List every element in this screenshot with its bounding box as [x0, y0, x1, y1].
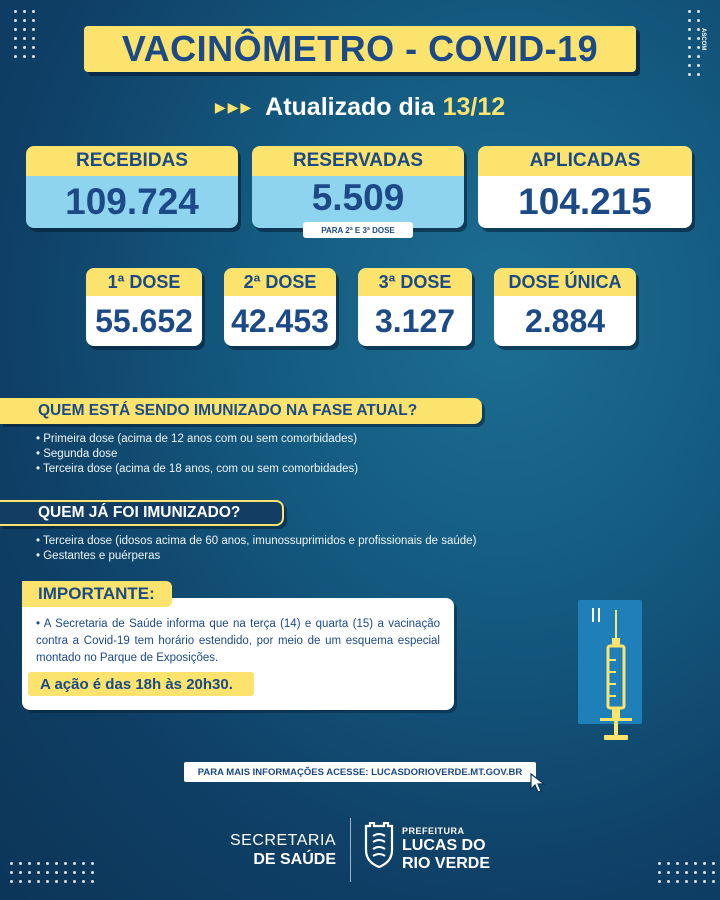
- dose-value: 42.453: [224, 296, 336, 346]
- syringe-icon: [586, 604, 646, 746]
- cursor-icon: [528, 772, 550, 794]
- updated-date: 13/12: [442, 92, 506, 121]
- card-value: 109.724: [26, 176, 238, 228]
- card-value: 104.215: [478, 176, 692, 228]
- immunized-list: [36, 534, 476, 564]
- city-line1: LUCAS DO: [402, 837, 486, 854]
- dose-value: 2.884: [494, 296, 636, 346]
- prefeitura-label: PREFEITURA: [402, 826, 465, 836]
- dose-value: 55.652: [86, 296, 202, 346]
- list-item: • Segunda dose: [36, 447, 358, 462]
- dot-grid-bottom-left: [10, 862, 94, 883]
- updated-prefix: Atualizado dia: [265, 92, 435, 121]
- card-dose-2: [224, 268, 336, 346]
- page-title: VACINÔMETRO - COVID-19: [84, 26, 636, 72]
- updated-line: [0, 90, 720, 124]
- card-dose-unica: [494, 268, 636, 346]
- card-label: APLICADAS: [478, 146, 692, 176]
- corner-tag: ASCOM: [700, 28, 706, 51]
- card-label: RESERVADAS: [252, 146, 464, 176]
- info-link[interactable]: PARA MAIS INFORMAÇÕES ACESSE: LUCASDORIOVERDE.MT.GOV.BR: [184, 762, 536, 782]
- dose-label: 1ª DOSE: [86, 268, 202, 296]
- card-reservadas: [252, 146, 464, 228]
- important-heading: IMPORTANTE:: [22, 581, 172, 607]
- dot-grid-bottom-right: [658, 862, 720, 883]
- reserved-note: PARA 2ª E 3ª DOSE: [303, 222, 413, 238]
- secretaria-line2: DE SAÚDE: [253, 851, 336, 868]
- footer-divider: [350, 818, 351, 882]
- list-item: • Primeira dose (acima de 12 anos com ou sem comorbidades): [36, 432, 358, 447]
- card-label: RECEBIDAS: [26, 146, 238, 176]
- list-item: • Terceira dose (idosos acima de 60 anos, imunossuprimidos e profissionais de saúde): [36, 534, 476, 549]
- important-text: • A Secretaria de Saúde informa que na terça (14) e quarta (15) a vacinação contra a Covid-19 tem horário estendido, por meio de um esquema especial montado no Parque de Exposições.: [36, 618, 440, 664]
- card-value: 5.509: [252, 176, 464, 228]
- list-item: • Terceira dose (acima de 18 anos, com ou sem comorbidades): [36, 462, 358, 477]
- dot-grid-top-right: [688, 10, 700, 76]
- dose-label: DOSE ÚNICA: [494, 268, 636, 296]
- secretaria-line1: SECRETARIA: [230, 832, 337, 849]
- important-highlight: A ação é das 18h às 20h30.: [28, 672, 254, 696]
- card-dose-3: [358, 268, 472, 346]
- triple-arrow-icon: ▶▶▶: [214, 98, 254, 115]
- dose-value: 3.127: [358, 296, 472, 346]
- dot-grid-top-left: [14, 10, 35, 58]
- dose-label: 2ª DOSE: [224, 268, 336, 296]
- city-line2: RIO VERDE: [402, 855, 491, 872]
- dose-label: 3ª DOSE: [358, 268, 472, 296]
- card-aplicadas: [478, 146, 692, 228]
- city-crest-icon: [362, 822, 396, 868]
- list-item: • Gestantes e puérperas: [36, 549, 476, 564]
- phase-list: [36, 432, 358, 477]
- phase-heading: QUEM ESTÁ SENDO IMUNIZADO NA FASE ATUAL?: [0, 398, 482, 424]
- immunized-heading: QUEM JÁ FOI IMUNIZADO?: [0, 500, 284, 526]
- card-recebidas: [26, 146, 238, 228]
- card-dose-1: [86, 268, 202, 346]
